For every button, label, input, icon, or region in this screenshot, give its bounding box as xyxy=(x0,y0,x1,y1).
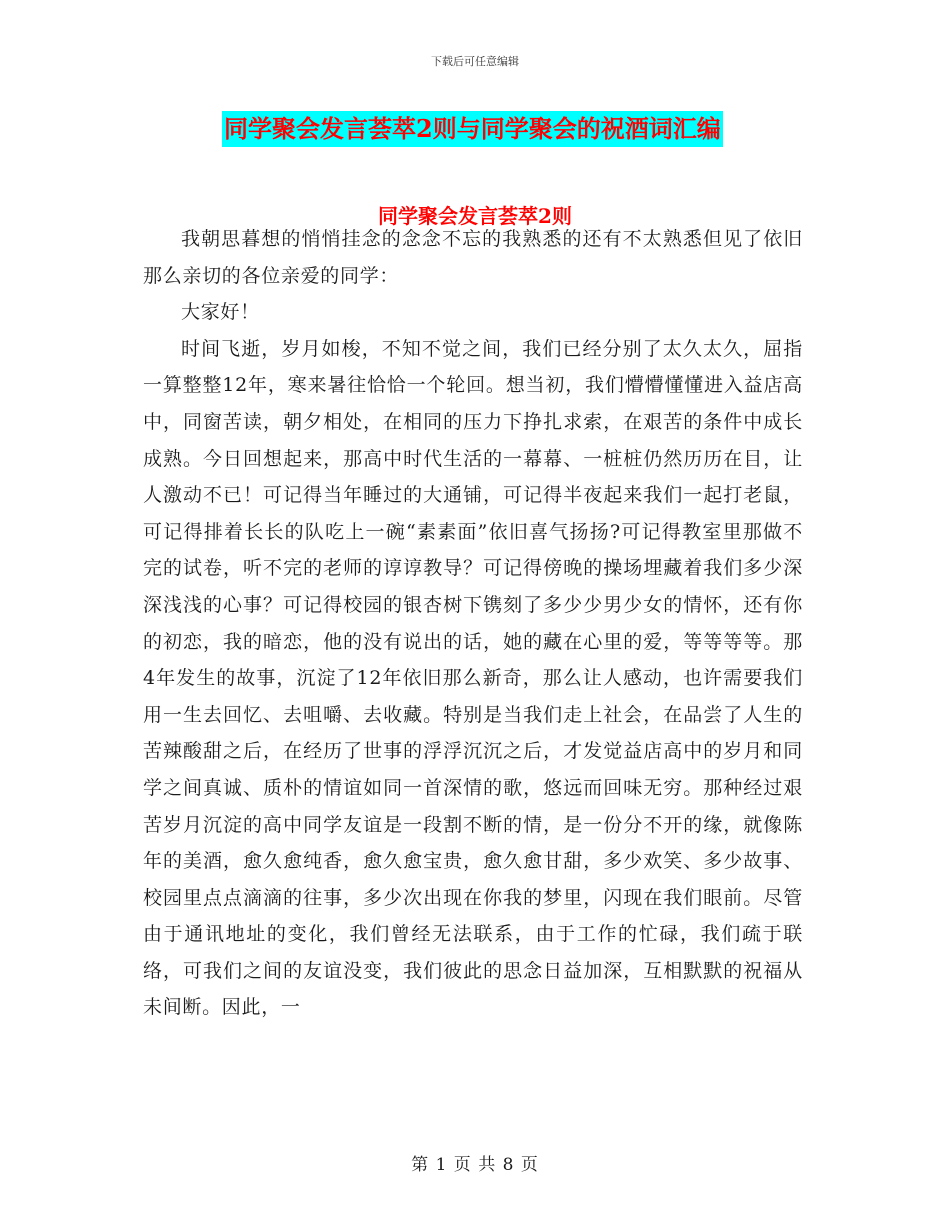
document-title-container xyxy=(222,111,723,147)
section-title: 同学聚会发言荟萃2则 xyxy=(378,204,572,228)
paragraph-main: 时间飞逝，岁月如梭，不知不觉之间，我们已经分别了太久太久，屈指一算整整12年，寒来暑往恰恰一个轮回。想当初，我们懵懵懂懂进入益店高中，同窗苦读，朝夕相处，在相同的压力下挣扎求索，在艰苦的条件中成长成熟。今日回想起来，那高中时代生活的一幕幕、一桩桩仍然历历在目，让人激动不已！可记得当年睡过的大通铺，可记得半夜起来我们一起打老鼠，可记得排着长长的队吃上一碗“素素面”依旧喜气扬扬?可记得教室里那做不完的试卷，听不完的老师的谆谆教导？可记得傍晚的操场埋藏着我们多少深深浅浅的心事？可记得校园的银杏树下镌刻了多少少男少女的情怀，还有你的初恋，我的暗恋，他的没有说出的话，她的藏在心里的爱，等等等等。那4年发生的故事，沉淀了12年依旧那么新奇，那么让人感动，也许需要我们用一生去回忆、去咀嚼、去收藏。特别是当我们走上社会，在品尝了人生的苦辣酸甜之后，在经历了世事的浮浮沉沉之后，才发觉益店高中的岁月和同学之间真诚、质朴的情谊如同一首深情的歌，悠远而回味无穷。那种经过艰苦岁月沉淀的高中同学友谊是一段割不断的情，是一份分不开的缘，就像陈年的美酒，愈久愈纯香，愈久愈宝贵，愈久愈甘甜，多少欢笑、多少故事、校园里点点滴滴的往事，多少次出现在你我的梦里，闪现在我们眼前。尽管由于通讯地址的变化，我们曾经无法联系，由于工作的忙碌，我们疏于联络，可我们之间的友谊没变，我们彼此的思念日益加深，互相默默的祝福从未间断。因此，一 xyxy=(143,337,803,1019)
page-header-note: 下载后可任意编辑 xyxy=(431,55,519,68)
paragraph-greeting: 大家好！ xyxy=(181,301,260,324)
document-title: 同学聚会发言荟萃2则与同学聚会的祝酒词汇编 xyxy=(222,111,723,147)
paragraph-salutation: 我朝思暮想的悄悄挂念的念念不忘的我熟悉的还有不太熟悉但见了依旧那么亲切的各位亲爱的同学： xyxy=(143,228,803,287)
document-body xyxy=(143,221,803,1026)
page-number: 第 1 页 共 8 页 xyxy=(411,1155,539,1175)
